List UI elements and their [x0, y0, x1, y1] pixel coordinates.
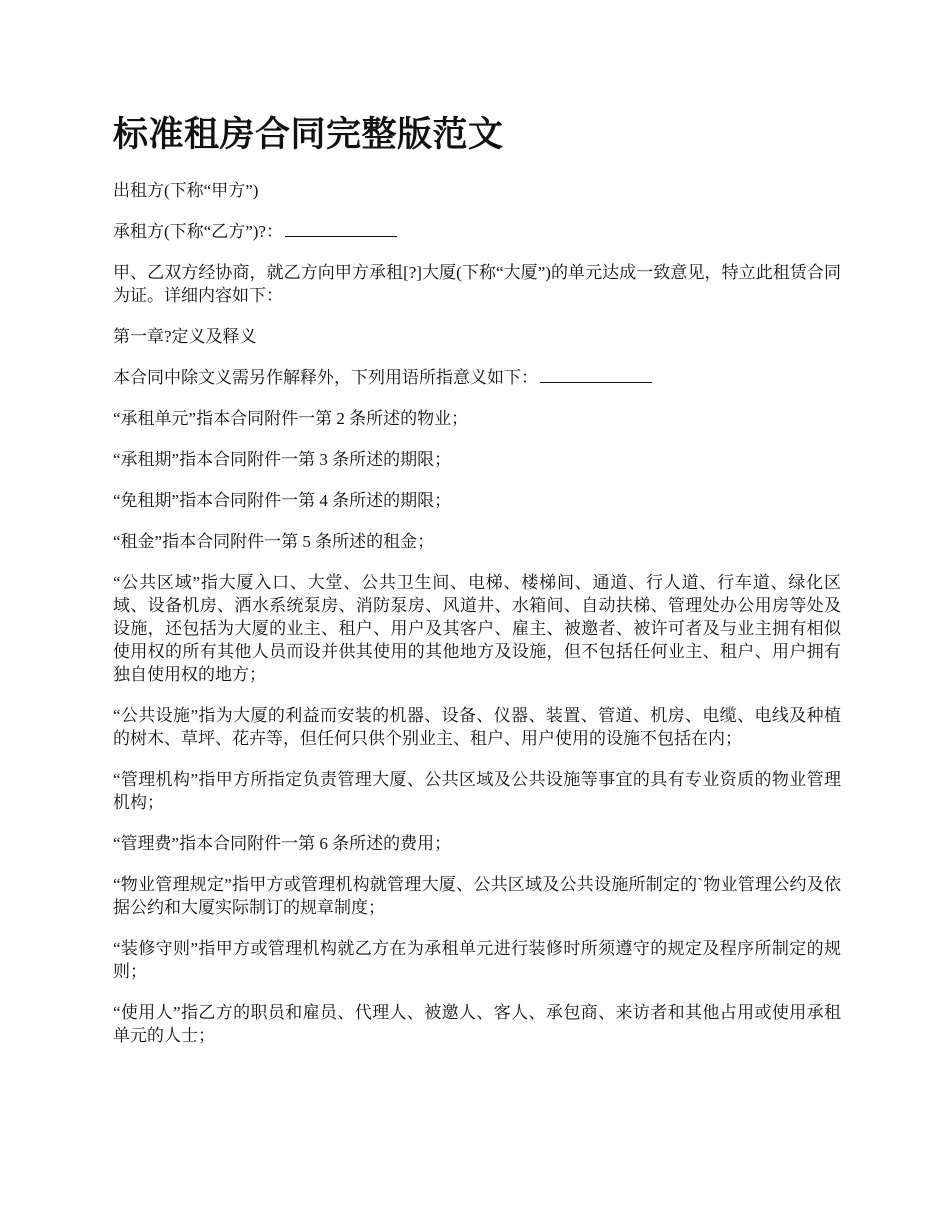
- paragraph-text: “租金”指本合同附件一第 5 条所述的租金；: [113, 532, 435, 551]
- paragraph: [113, 179, 841, 202]
- paragraph: [113, 937, 841, 983]
- paragraph: [113, 407, 841, 430]
- paragraph-text: 出租方(下称“甲方”): [113, 181, 259, 200]
- fill-in-blank-line: [285, 222, 397, 237]
- paragraph: [113, 571, 841, 686]
- paragraph: [113, 832, 841, 855]
- paragraph-text: “管理机构”指甲方所指定负责管理大厦、公共区域及公共设施等事宜的具有专业资质的物业管理机构；: [113, 770, 841, 812]
- paragraph-text: “承租单元”指本合同附件一第 2 条所述的物业；: [113, 409, 469, 428]
- paragraph-text: “物业管理规定”指甲方或管理机构就管理大厦、公共区域及公共设施所制定的`物业管理公约及依据公约和大厦实际制订的规章制度；: [113, 875, 841, 917]
- paragraph-text: “承租期”指本合同附件一第 3 条所述的期限；: [113, 450, 452, 469]
- paragraph-text: “装修守则”指甲方或管理机构就乙方在为承租单元进行装修时所须遵守的规定及程序所制定的规则；: [113, 939, 841, 981]
- paragraph-text: “使用人”指乙方的职员和雇员、代理人、被邀人、客人、承包商、来访者和其他占用或使用承租单元的人士；: [113, 1003, 841, 1045]
- paragraph: [113, 873, 841, 919]
- paragraph-text: “管理费”指本合同附件一第 6 条所述的费用；: [113, 834, 452, 853]
- paragraph-text: 甲、乙双方经协商，就乙方向甲方承租[?]大厦(下称“大厦”)的单元达成一致意见，特立此租赁合同为证。详细内容如下：: [113, 263, 841, 305]
- paragraph: [113, 489, 841, 512]
- paragraph-text: “公共区域”指大厦入口、大堂、公共卫生间、电梯、楼梯间、通道、行人道、行车道、绿化区域、设备机房、洒水系统泵房、消防泵房、风道井、水箱间、自动扶梯、管理处办公用房等处及设施，还包括为大厦的业主、租户、用户及其客户、雇主、被邀者、被许可者及与业主拥有相似使用权的所有其他人员而设并供其使用的其他地方及设施，但不包括任何业主、租户、用户拥有独自使用权的地方；: [113, 573, 841, 684]
- paragraph-text: 承租方(下称“乙方”)?：: [113, 222, 283, 241]
- document-page: [113, 110, 841, 1065]
- fill-in-blank-line: [540, 368, 652, 383]
- paragraph-text: 第一章?定义及释义: [113, 327, 257, 346]
- paragraph: [113, 704, 841, 750]
- paragraph: [113, 448, 841, 471]
- paragraph: [113, 325, 841, 348]
- document-body: [113, 179, 841, 1047]
- paragraph-text: “公共设施”指为大厦的利益而安装的机器、设备、仪器、装置、管道、机房、电缆、电线及种植的树木、草坪、花卉等，但任何只供个别业主、租户、用户使用的设施不包括在内；: [113, 706, 841, 748]
- paragraph: [113, 768, 841, 814]
- paragraph: [113, 220, 841, 243]
- paragraph: [113, 261, 841, 307]
- paragraph: [113, 1001, 841, 1047]
- document-title: 标准租房合同完整版范文: [113, 115, 504, 154]
- paragraph-text: 本合同中除文义需另作解释外，下列用语所指意义如下：: [113, 368, 538, 387]
- paragraph: [113, 366, 841, 389]
- paragraph-text: “免租期”指本合同附件一第 4 条所述的期限；: [113, 491, 452, 510]
- paragraph: [113, 530, 841, 553]
